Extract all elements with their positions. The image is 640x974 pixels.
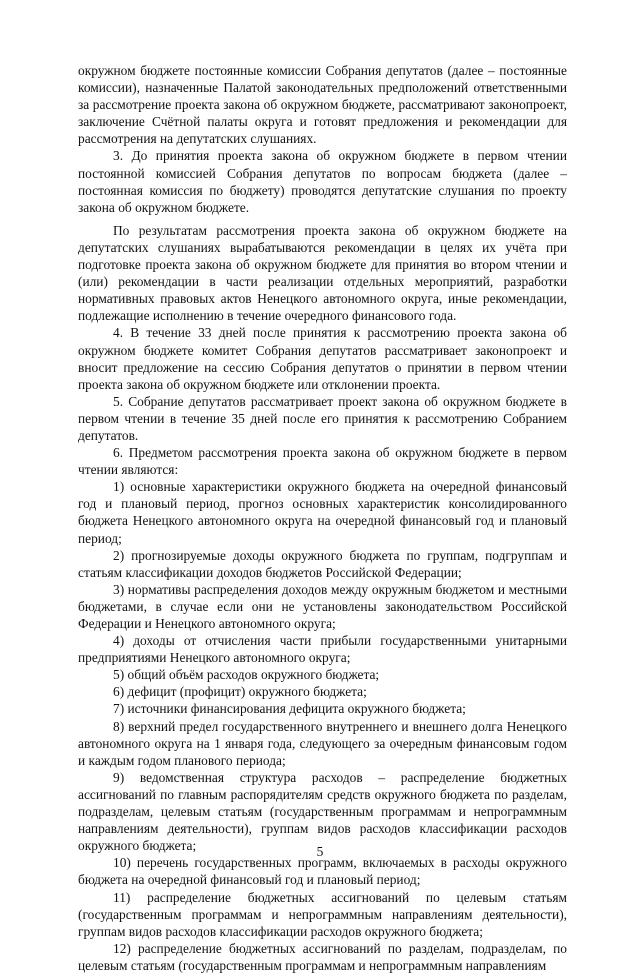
paragraph: 3. До принятия проекта закона об окружном бюджете в первом чтении постоянной комиссией Собрания депутатов по вопросам бюджета (далее – постоянная комиссия по бюджету) проводятся депутатские слушания по проекту закона об окружном бюджете.	[78, 148, 567, 215]
list-item: 8) верхний предел государственного внутреннего и внешнего долга Ненецкого автономного округа на 1 января года, следующего за очередным финансовым годом и каждым годом планового периода;	[78, 718, 567, 768]
list-item: 12) распределение бюджетных ассигнований по разделам, подразделам, по целевым статьям (государственным программам и непрограммным направлениям	[78, 940, 567, 973]
list-item: 10) перечень государственных программ, включаемых в расходы окружного бюджета на очередной финансовый год и плановый период;	[78, 855, 567, 888]
list-item: 5) общий объём расходов окружного бюджета;	[113, 667, 380, 683]
paragraph: По результатам рассмотрения проекта закона об окружном бюджете на депутатских слушаниях вырабатываются рекомендации в целях их учёта при подготовке проекта закона об окружном бюджете для принятия во втором чтении и (или) рекомендации в части реализации отдельных мероприятий, разработки нормативных правовых актов Ненецкого автономного округа, иные рекомендации, подлежащие исполнению в течение очередного финансового года.	[78, 222, 567, 324]
list-item: 1) основные характеристики окружного бюджета на очередной финансовый год и плановый период, прогноз основных характеристик консолидированного бюджета Ненецкого автономного округа на очередной финансовый год и плановый период;	[78, 479, 567, 546]
list-item: 6) дефицит (профицит) окружного бюджета;	[113, 684, 367, 700]
list-item: 9) ведомственная структура расходов – распределение бюджетных ассигнований по главным распорядителям средств окружного бюджета по разделам, подразделам, целевым статьям (государственным программам и непрограммным направлениям деятельности), группам видов расходов классификации расходов окружного бюджета;	[78, 769, 567, 854]
paragraph: окружном бюджете постоянные комиссии Собрания депутатов (далее – постоянные комиссии), назначенные Палатой законодательных предположений ответственными за рассмотрение проекта закона об окружном бюджете, рассматривают законопроект, заключение Счётной палаты округа и готовят предложения и рекомендации для рассмотрения на депутатских слушаниях.	[78, 63, 567, 147]
list-item: 2) прогнозируемые доходы окружного бюджета по группам, подгруппам и статьям классификации доходов бюджетов Российской Федерации;	[78, 547, 567, 580]
list-item: 7) источники финансирования дефицита окружного бюджета;	[113, 701, 466, 717]
page-number: 5	[316, 844, 324, 859]
list-item: 3) нормативы распределения доходов между окружным бюджетом и местными бюджетами, в случае если они не установлены законодательством Российской Федерации и Ненецкого автономного округа;	[78, 581, 567, 631]
document-body	[78, 62, 567, 974]
paragraph: 6. Предметом рассмотрения проекта закона об окружном бюджете в первом чтении являются:	[78, 445, 567, 478]
paragraph: 4. В течение 33 дней после принятия к рассмотрению проекта закона об окружном бюджете комитет Собрания депутатов рассматривает законопроект и вносит предложение на сессию Собрания депутатов о принятии в первом чтении проекта закона об окружном бюджете или отклонении проекта.	[78, 325, 567, 392]
list-item: 11) распределение бюджетных ассигнований по целевым статьям (государственным программам и непрограммным направлениям деятельности), группам видов расходов классификации расходов окружного бюджета;	[78, 889, 567, 939]
list-item: 4) доходы от отчисления части прибыли государственными унитарными предприятиями Ненецкого автономного округа;	[78, 633, 567, 666]
paragraph: 5. Собрание депутатов рассматривает проект закона об окружном бюджете в первом чтении в течение 35 дней после его принятия к рассмотрению Собранием депутатов.	[78, 393, 567, 443]
